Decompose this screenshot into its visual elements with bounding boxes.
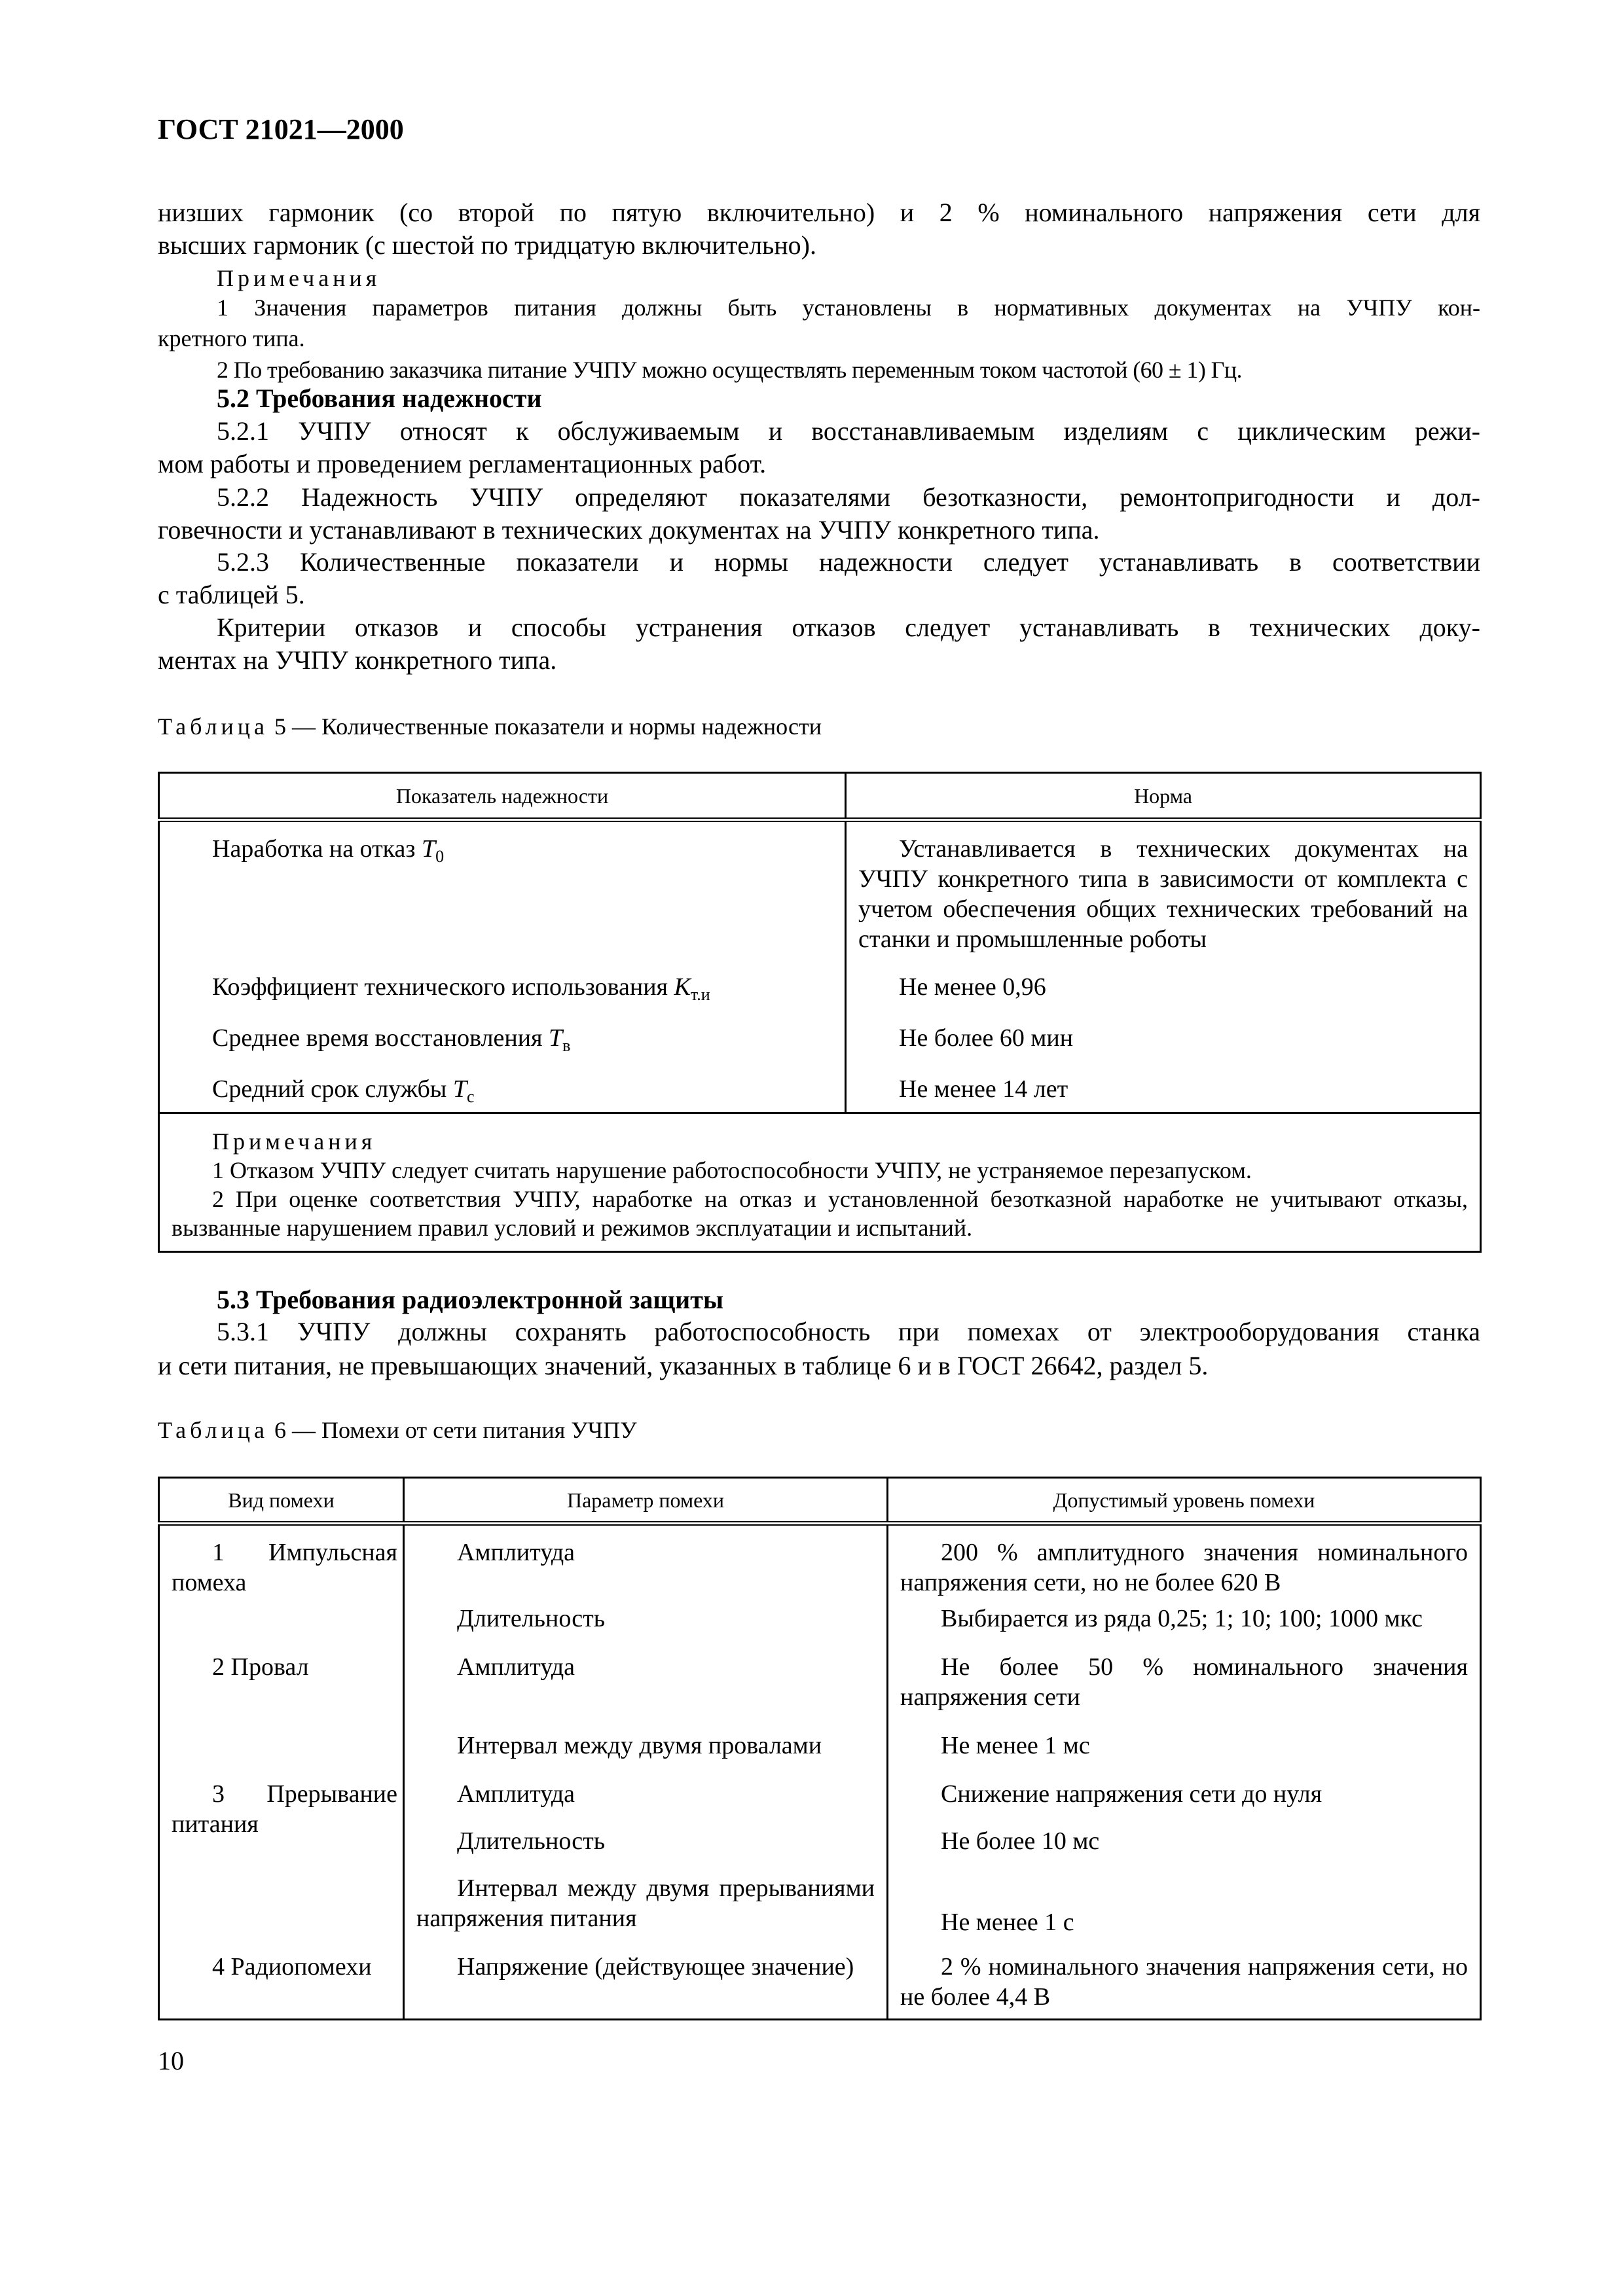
paragraph-line: 5.2.2 Надежность УЧПУ определяют показателями безотказности, ремонтопригодности и дол- <box>217 482 1480 512</box>
paragraph-line: высших гармоник (с шестой по тридцатую включительно). <box>158 230 816 260</box>
interference-type: 1 Импульсная помеха <box>159 1524 404 1652</box>
table-5 <box>158 772 1482 1253</box>
caption-label: Таблица <box>158 713 268 740</box>
interference-parameter: Длительность <box>404 1826 888 1873</box>
symbol-subscript: с <box>466 1086 475 1106</box>
paragraph-line: и сети питания, не превышающих значений, указанных в таблице 6 и в ГОСТ 26642, раздел 5. <box>158 1351 1209 1380</box>
table-row <box>159 1952 1481 2020</box>
notes-title: Примечания <box>212 1128 376 1155</box>
column-header: Показатель надежности <box>159 773 846 820</box>
allowed-level: 200 % амплитудного значения номинального напряжения сети, но не более 620 В <box>888 1524 1481 1604</box>
note-line: 1 Значения параметров питания должны быть установлены в нормативных документах на УЧПУ кон- <box>217 295 1480 321</box>
paragraph-line: 5.3.1 УЧПУ должны сохранять работоспособность при помехах от электрооборудования станка <box>217 1317 1480 1346</box>
table-row <box>159 1652 1481 1731</box>
note-line: 1 Отказом УЧПУ следует считать нарушение работоспособности УЧПУ, не устраняемое перезапуском. <box>212 1157 1252 1183</box>
interference-parameter: Амплитуда <box>404 1779 888 1826</box>
table-row <box>159 820 1481 972</box>
norm-value: Не менее 14 лет <box>846 1074 1481 1113</box>
interference-parameter: Амплитуда <box>404 1524 888 1604</box>
paragraph-line: Критерии отказов и способы устранения отказов следует устанавливать в технических доку- <box>217 613 1480 642</box>
column-header: Допустимый уровень помехи <box>888 1478 1481 1524</box>
caption-text: 6 — Помехи от сети питания УЧПУ <box>268 1417 637 1443</box>
symbol: T <box>549 1024 563 1052</box>
allowed-level: 2 % номинального значения напряжения сети, но не более 4,4 В <box>888 1952 1481 2020</box>
symbol-subscript: т.и <box>690 984 710 1004</box>
page-number: 10 <box>158 2046 184 2075</box>
notes-title: Примечания <box>217 265 381 291</box>
table-caption <box>158 1414 1480 1446</box>
interference-type: 2 Провал <box>159 1652 404 1779</box>
norm-value: Не менее 0,96 <box>846 972 1481 1023</box>
allowed-level: Не менее 1 с <box>888 1873 1481 1952</box>
table-row <box>159 1524 1481 1604</box>
table-caption <box>158 710 1480 743</box>
indicator-name: Наработка на отказ <box>212 835 422 863</box>
interference-parameter: Напряжение (действующее значение) <box>404 1952 888 2020</box>
table-row <box>159 1074 1481 1113</box>
allowed-level: Не более 50 % номинального значения напряжения сети <box>888 1652 1481 1731</box>
paragraph-line: ментах на УЧПУ конкретного типа. <box>158 645 557 675</box>
allowed-level: Выбирается из ряда 0,25; 1; 10; 100; 1000 мкс <box>888 1604 1481 1652</box>
interference-parameter: Амплитуда <box>404 1652 888 1731</box>
interference-parameter: Длительность <box>404 1604 888 1652</box>
norm-value: Не более 60 мин <box>846 1023 1481 1074</box>
indicator-name: Средний срок службы <box>212 1075 453 1103</box>
note-line: 2 При оценке соответствия УЧПУ, наработке на отказ и установленной безотказной наработке не учитывают отказы, вызванные нарушением правил условий и режимов эксплуатации и испытаний. <box>172 1186 1468 1241</box>
table-notes-row <box>159 1113 1481 1252</box>
interference-type: 3 Прерывание питания <box>159 1779 404 1952</box>
table-row <box>159 972 1481 1023</box>
section-heading: 5.2 Требования надежности <box>217 384 542 413</box>
indicator-name: Среднее время восстановления <box>212 1024 549 1052</box>
paragraph-line: 5.2.3 Количественные показатели и нормы надежности следует устанавливать в соответствии <box>217 547 1480 577</box>
allowed-level: Снижение напряжения сети до нуля <box>888 1779 1481 1826</box>
table-row <box>159 1779 1481 1826</box>
interference-parameter: Интервал между двумя провалами <box>404 1731 888 1779</box>
document-header: ГОСТ 21021—2000 <box>158 113 404 145</box>
paragraph-line: говечности и устанавливают в технических документах на УЧПУ конкретного типа. <box>158 515 1100 545</box>
paragraph-line: с таблицей 5. <box>158 580 305 609</box>
symbol-subscript: в <box>562 1035 571 1055</box>
symbol: T <box>421 835 436 863</box>
indicator-name: Коэффициент технического использования <box>212 973 674 1001</box>
paragraph-line: мом работы и проведением регламентационных работ. <box>158 449 767 478</box>
allowed-level: Не более 10 мс <box>888 1826 1481 1873</box>
column-header: Вид помехи <box>159 1478 404 1524</box>
column-header: Норма <box>846 773 1481 820</box>
norm-value: Устанавливается в технических документах на УЧПУ конкретного типа в зависимости от комплекта с учетом обеспечения общих технических требований на станки и промышленные роботы <box>846 820 1481 972</box>
interference-parameter: Интервал между двумя прерываниями напряжения питания <box>404 1873 888 1952</box>
interference-type: 4 Радиопомехи <box>159 1952 404 2020</box>
paragraph-line: 5.2.1 УЧПУ относят к обслуживаемым и восстанавливаемым изделиям с циклическим режи- <box>217 416 1480 446</box>
symbol: T <box>452 1075 467 1103</box>
paragraph-line: низших гармоник (со второй по пятую включительно) и 2 % номинального напряжения сети для <box>158 198 1480 227</box>
symbol: K <box>674 973 691 1001</box>
column-header: Параметр помехи <box>404 1478 888 1524</box>
note-line: 2 По требованию заказчика питание УЧПУ можно осуществлять переменным током частотой (60 ± 1) Гц. <box>217 357 1242 383</box>
caption-text: 5 — Количественные показатели и нормы надежности <box>268 713 822 740</box>
symbol-subscript: 0 <box>435 847 445 866</box>
caption-label: Таблица <box>158 1417 268 1443</box>
note-line: кретного типа. <box>158 325 305 351</box>
allowed-level: Не менее 1 мс <box>888 1731 1481 1779</box>
section-heading: 5.3 Требования радиоэлектронной защиты <box>217 1285 724 1314</box>
table-6 <box>158 1477 1482 2020</box>
table-row <box>159 1023 1481 1074</box>
